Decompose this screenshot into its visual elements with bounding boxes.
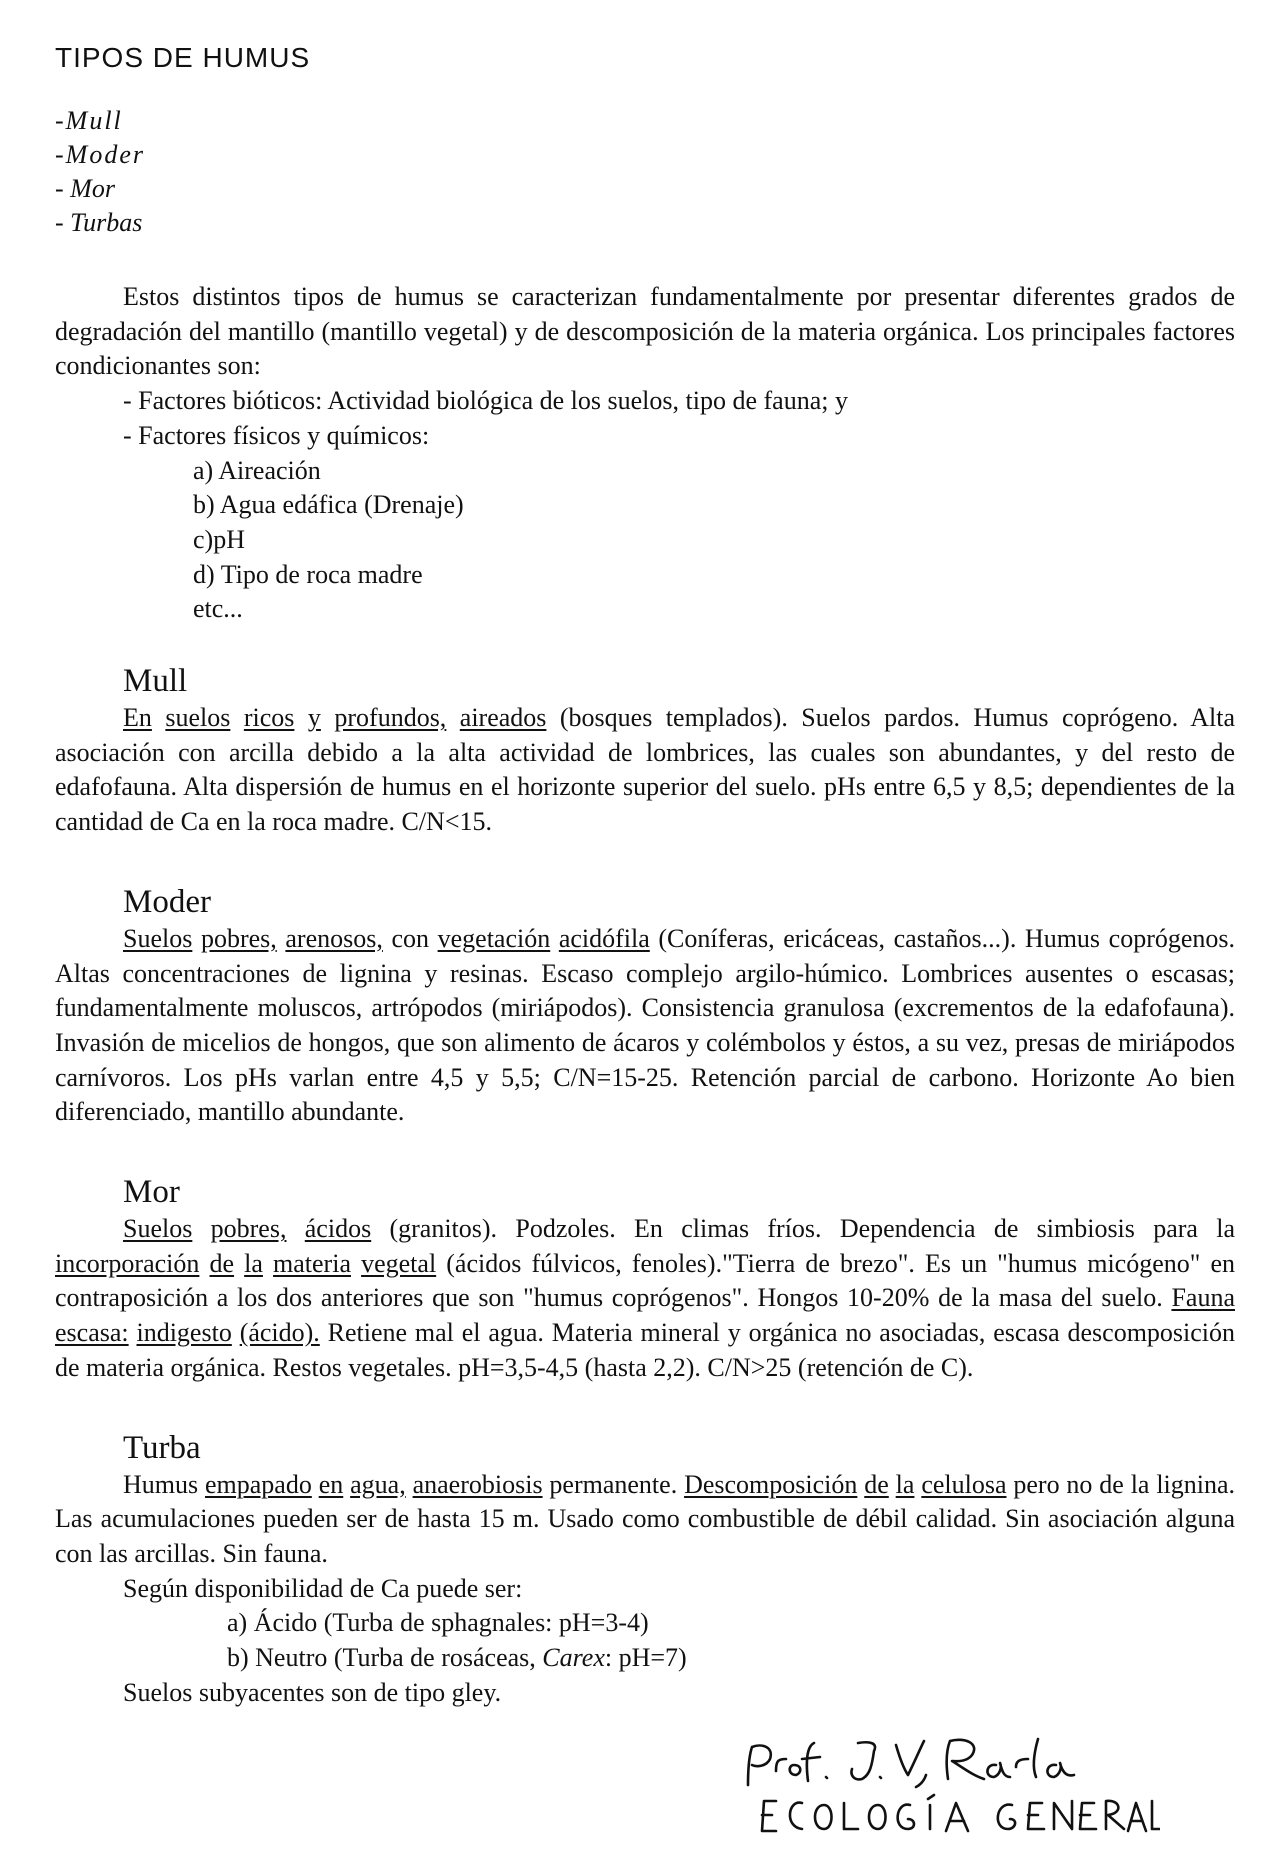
humus-types-list: [55, 104, 1235, 240]
underlined-term: escasa:: [55, 1318, 129, 1348]
list-item: -Mull: [55, 106, 123, 135]
moder-paragraph: [55, 922, 1235, 1130]
underlined-term: arenosos,: [285, 923, 383, 953]
turba-item-b: [55, 1641, 1235, 1676]
underlined-term: pobres,: [210, 1214, 287, 1244]
document-page: [55, 40, 1235, 1711]
moder-text: (Coníferas, ericáceas, castaños...). Humus coprógenos. Altas concentraciones de lignina y resinas. Escaso complejo argilo-húmico. Lombrices ausentes o escasas; fundamentalmente moluscos, artrópodos (miriápodos). Consistencia granulosa (excrementos de la edafofauna). Invasión de micelios de hongos, que son alimento de ácaros y colémbolos y éstos, a su vez, presas de miriápodos carnívoros. Los pHs varlan entre 4,5 y 5,5; C/N=15-25. Retención parcial de carbono. Horizonte Ao bien diferenciado, mantillo abundante.: [55, 923, 1236, 1127]
underlined-term: en: [318, 1469, 344, 1499]
underlined-term: incorporación: [55, 1248, 200, 1278]
underlined-term: profundos,: [334, 703, 447, 733]
turba-text: pero no de la lignina. Las acumulaciones pueden ser de hasta 15 m. Usado como combustible de débil calidad. Sin asociación alguna con las arcillas. Sin fauna.: [55, 1469, 1236, 1568]
mor-text: (ácidos fúlvicos, fenoles)."Tierra de brezo". Es un "humus micógeno" en contraposición a los dos anteriores que son "humus coprógenos". Hongos 10-20% de la masa del suelo.: [55, 1248, 1236, 1313]
underlined-term: indigesto: [136, 1318, 232, 1348]
underlined-term: vegetal: [361, 1248, 437, 1278]
underlined-term: anaerobiosis: [412, 1469, 543, 1499]
underlined-term: En: [123, 703, 152, 733]
underlined-term: la: [244, 1248, 263, 1278]
mor-text: (granitos). Podzoles. En climas fríos. Dependencia de simbiosis para la: [371, 1214, 1235, 1244]
moder-heading: Moder: [123, 883, 211, 920]
page-title: TIPOS DE HUMUS: [55, 42, 311, 73]
underlined-term: empapado: [204, 1469, 312, 1499]
turba-closing: Suelos subyacentes son de tipo gley.: [123, 1677, 502, 1707]
turba-item-b-text: b) Neutro (Turba de rosáceas,: [227, 1643, 543, 1673]
turba-paragraph: [55, 1468, 1235, 1572]
mull-heading: Mull: [123, 663, 188, 700]
mull-paragraph: [55, 701, 1235, 840]
factor-item: a) Aireación: [193, 455, 321, 485]
turba-text: permanente.: [542, 1469, 685, 1499]
underlined-term: celulosa: [921, 1469, 1007, 1499]
moder-text: con: [382, 923, 438, 953]
underlined-term: Suelos: [123, 923, 193, 953]
turba-heading: Turba: [123, 1429, 201, 1466]
list-item: -Moder: [55, 140, 145, 169]
factor-item: etc...: [193, 594, 243, 624]
handwritten-signature: [740, 1735, 1160, 1845]
underlined-term: acidófila: [558, 923, 650, 953]
underlined-term: ricos: [243, 703, 295, 733]
underlined-term: vegetación: [437, 923, 551, 953]
factor-item: b) Agua edáfica (Drenaje): [193, 490, 464, 520]
underlined-term: Fauna: [1171, 1283, 1235, 1313]
underlined-term: de: [209, 1248, 235, 1278]
factor-item: c)pH: [193, 524, 245, 554]
underlined-term: Descomposición: [684, 1469, 858, 1499]
list-item: - Mor: [55, 174, 115, 203]
underlined-term: ácidos: [304, 1214, 372, 1244]
factor-bioticos: - Factores bióticos: Actividad biológica de los suelos, tipo de fauna; y: [123, 386, 848, 416]
underlined-term: la: [895, 1469, 915, 1499]
list-item: - Turbas: [55, 208, 143, 237]
underlined-term: agua,: [350, 1469, 406, 1499]
mor-text: Retiene mal el agua. Materia mineral y orgánica no asociadas, escasa descomposición de materia orgánica. Restos vegetales. pH=3,5-4,5 (hasta 2,2). C/N>25 (retención de C).: [55, 1318, 1236, 1382]
underlined-term: pobres,: [200, 923, 277, 953]
underlined-term: suelos: [165, 703, 231, 733]
factor-fisicos: - Factores físicos y químicos:: [123, 420, 430, 450]
turba-item-a: a) Ácido (Turba de sphagnales: pH=3-4): [227, 1608, 649, 1638]
underlined-term: y: [307, 703, 321, 733]
underlined-term: (ácido).: [239, 1318, 320, 1348]
turba-item-b-italic: Carex: [542, 1643, 605, 1673]
mor-heading: Mor: [123, 1174, 180, 1211]
underlined-term: materia: [273, 1248, 351, 1278]
turba-ca-line: Según disponibilidad de Ca puede ser:: [123, 1573, 523, 1603]
turba-text: Humus: [123, 1469, 205, 1499]
underlined-term: aireados: [459, 703, 547, 733]
factor-item: d) Tipo de roca madre: [193, 559, 423, 589]
underlined-term: Suelos: [123, 1214, 193, 1244]
intro-paragraph: Estos distintos tipos de humus se caracterizan fundamentalmente por presentar diferentes grados de degradación del mantillo (mantillo vegetal) y de descomposición de la materia orgánica. Los principales factores condicionantes son:: [55, 282, 1235, 381]
mor-paragraph: [55, 1212, 1235, 1386]
underlined-term: de: [864, 1469, 889, 1499]
mull-text: (bosques templados). Suelos pardos. Humus coprógeno. Alta asociación con arcilla debido a la alta actividad de lombrices, las cuales son abundantes, y del resto de edafofauna. Alta dispersión de humus en el horizonte superior del suelo. pHs entre 6,5 y 8,5; dependientes de la cantidad de Ca en la roca madre. C/N<15.: [55, 703, 1236, 837]
turba-item-b-text: : pH=7): [604, 1643, 687, 1673]
